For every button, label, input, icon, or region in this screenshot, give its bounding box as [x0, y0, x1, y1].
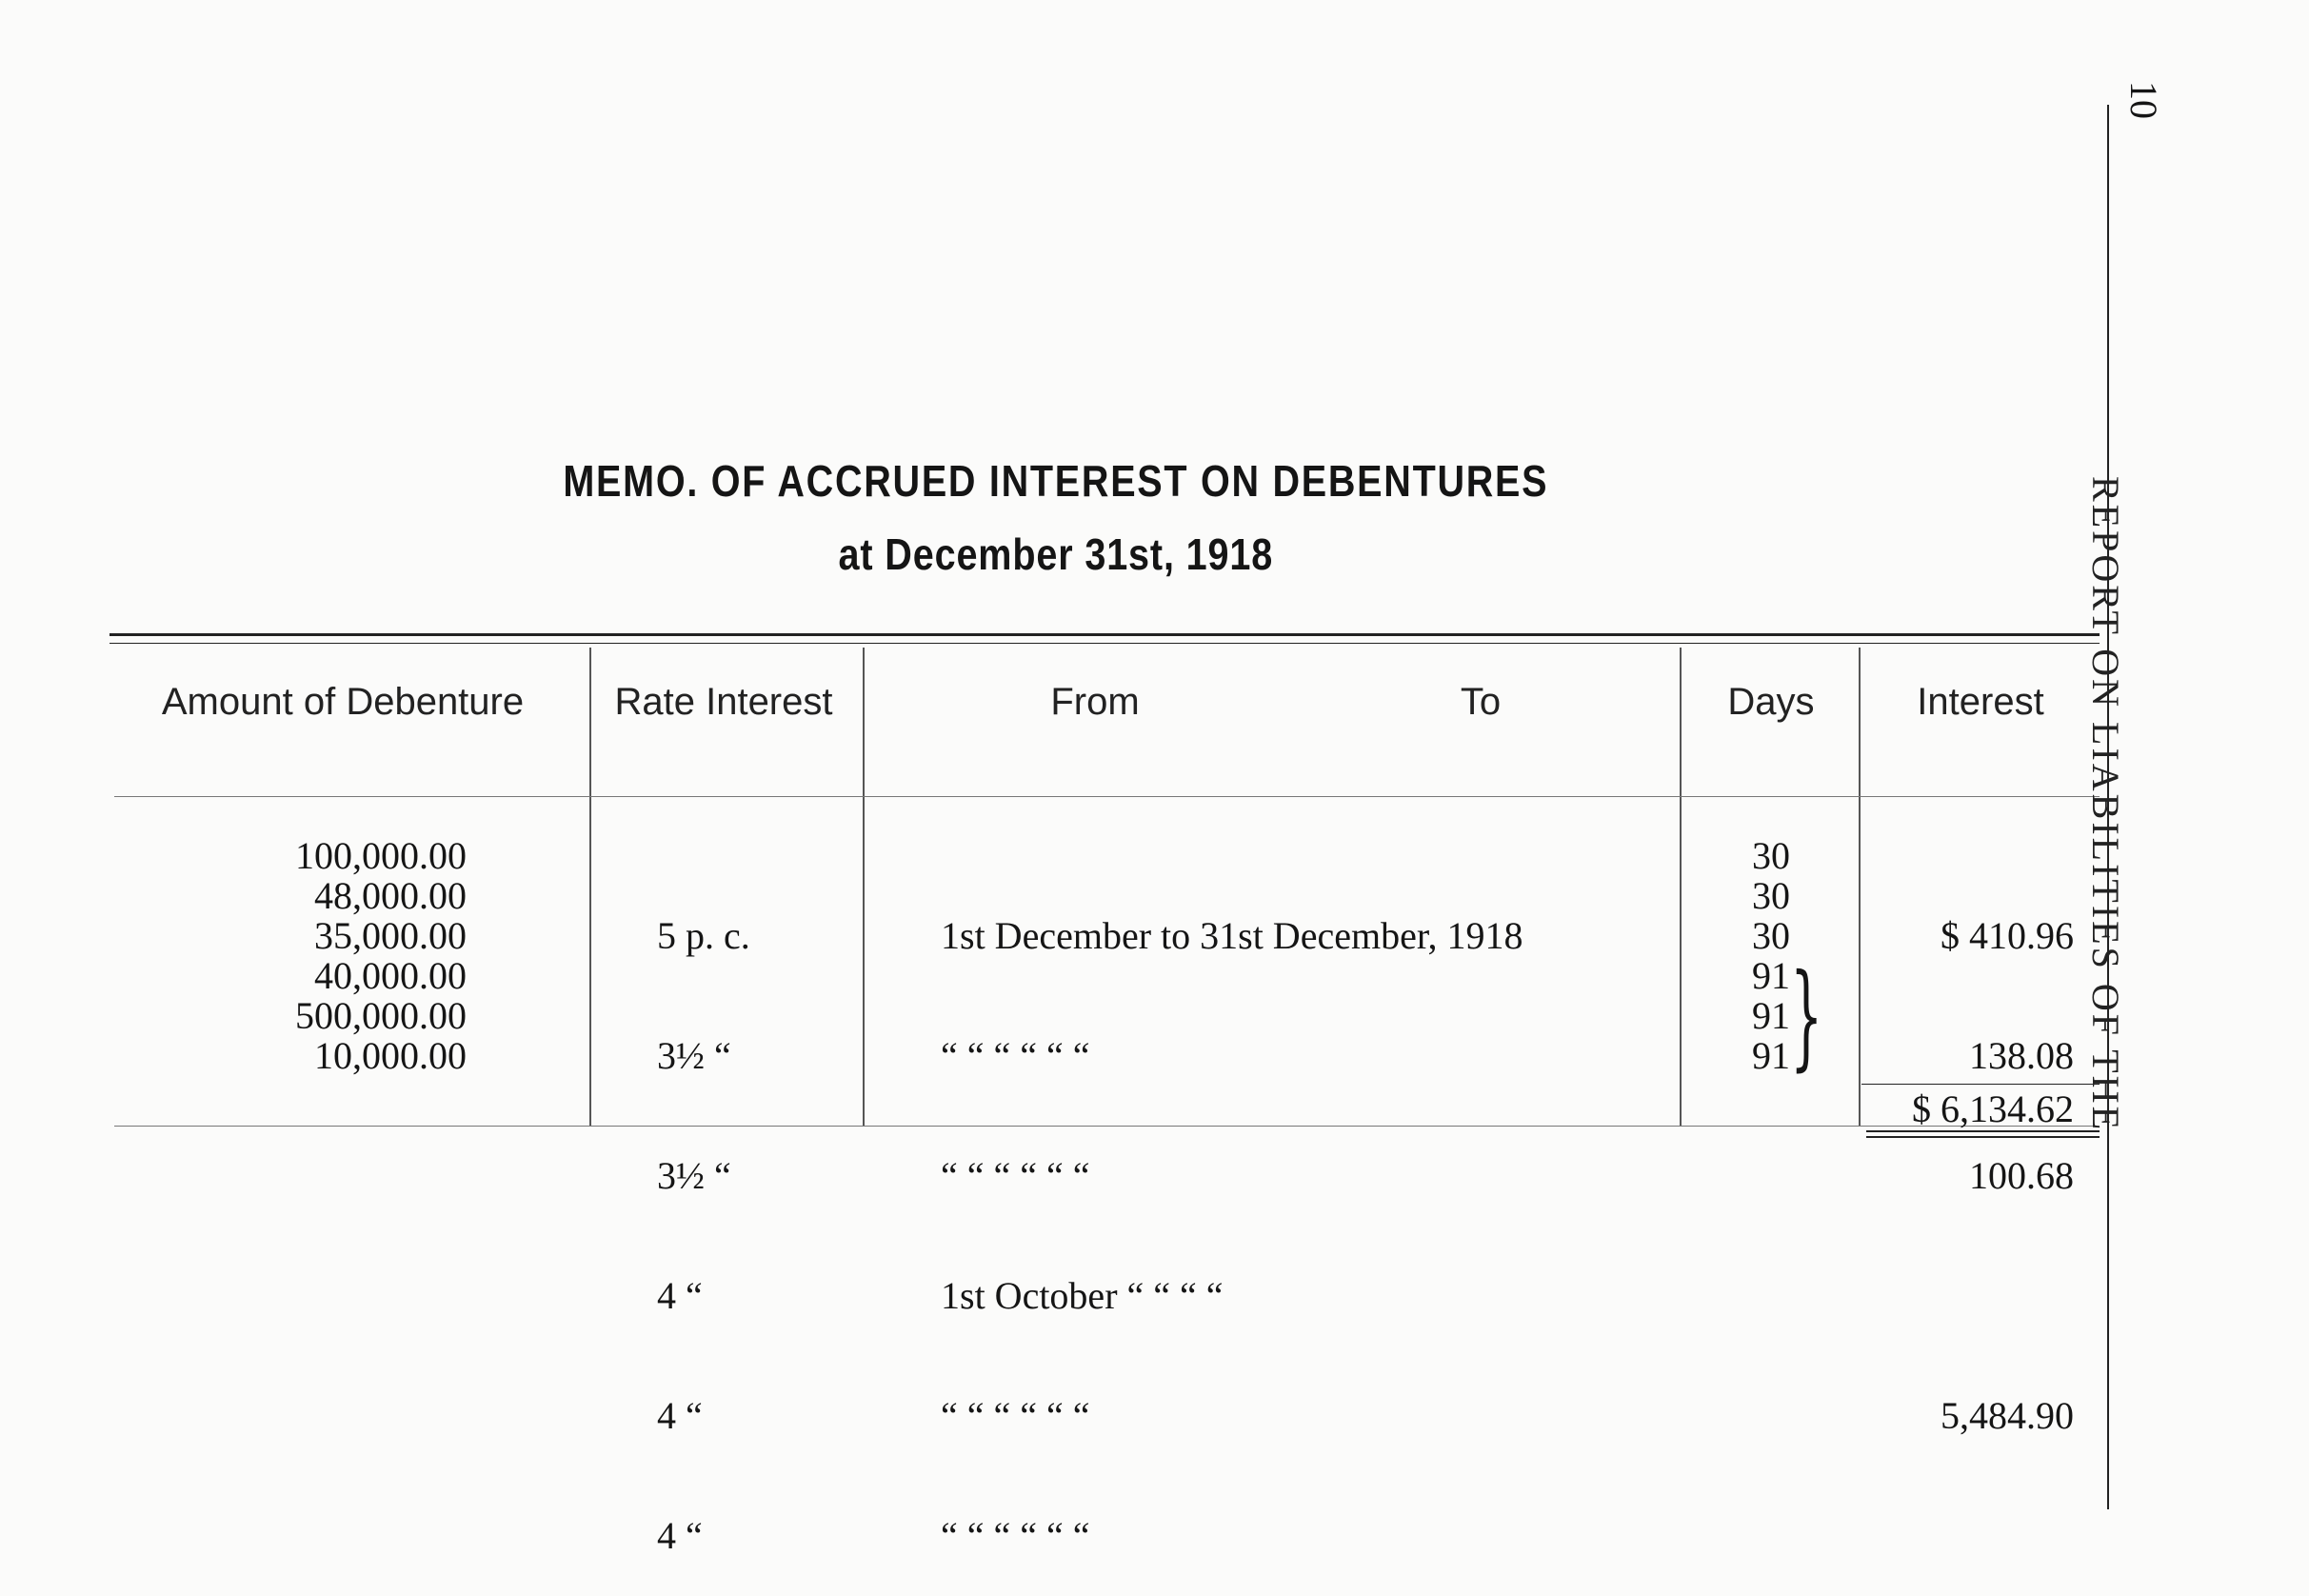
header-rate: Rate Interest	[614, 681, 833, 723]
page-number: 10	[2122, 81, 2165, 119]
table-row	[1893, 1516, 2074, 1556]
page-subtitle: at December 31st, 1918	[838, 529, 1274, 579]
table-row: 91	[1752, 994, 1790, 1037]
table-row: 100.68	[1969, 1154, 2074, 1197]
table-row: “ “ “ “ “ “	[941, 1514, 1090, 1557]
header-interest: Interest	[1917, 681, 2044, 723]
table-row: 3½ “	[657, 1154, 731, 1197]
table-row: 1st December to 31st December, 1918	[941, 914, 1523, 957]
total-double-rule-lower	[1866, 1136, 2100, 1138]
running-header: REPORT ON LIABILITIES OF THE	[2084, 476, 2127, 1132]
table-row: 4 “	[657, 1274, 703, 1317]
table-row: 10,000.00	[314, 1034, 467, 1077]
column-divider	[589, 648, 591, 1127]
interest-column	[1893, 836, 2074, 1596]
column-divider	[1859, 648, 1861, 1127]
table-row: 138.08	[1969, 1034, 2074, 1077]
table-row: 40,000.00	[314, 954, 467, 997]
table-row: 5 p. c.	[657, 914, 750, 957]
table-row: “ “ “ “ “ “	[941, 1394, 1090, 1437]
period-column	[941, 836, 1626, 1596]
table-row: 91	[1752, 1034, 1790, 1077]
subtotal-rule	[1861, 1084, 2100, 1085]
header-divider	[114, 796, 2100, 797]
table-row: $ 410.96	[1941, 914, 2074, 957]
table-row: 30	[1752, 914, 1790, 957]
header-from: From	[1050, 681, 1140, 723]
table-row: 91	[1752, 954, 1790, 997]
total-interest: $ 6,134.62	[1912, 1087, 2074, 1130]
table-row: “ “ “ “ “ “	[941, 1154, 1090, 1197]
table-row: “ “ “ “ “ “	[941, 1034, 1090, 1077]
table-row: 4 “	[657, 1394, 703, 1437]
total-double-rule	[1866, 1130, 2100, 1132]
table-row: 1st October “ “ “ “	[941, 1274, 1224, 1317]
table-row: 30	[1752, 874, 1790, 917]
header-days: Days	[1727, 681, 1815, 723]
header-amount: Amount of Debenture	[161, 681, 525, 723]
table-row: 100,000.00	[295, 834, 467, 877]
column-divider	[863, 648, 865, 1127]
table-row: 3½ “	[657, 1034, 731, 1077]
rate-column	[657, 836, 847, 1596]
brace-icon: }	[1790, 950, 1823, 1083]
page-title: MEMO. OF ACCRUED INTEREST ON DEBENTURES	[563, 456, 1549, 506]
header-to: To	[1460, 681, 1502, 723]
table-row: 500,000.00	[295, 994, 467, 1037]
top-rule-thin	[109, 643, 2100, 644]
amount-column	[229, 836, 467, 1076]
table-row	[1893, 1276, 2074, 1316]
table-row: 48,000.00	[314, 874, 467, 917]
table-row: 5,484.90	[1941, 1394, 2074, 1437]
table-row: 35,000.00	[314, 914, 467, 957]
top-rule	[109, 633, 2100, 636]
column-divider	[1680, 648, 1682, 1127]
table-row: 30	[1752, 834, 1790, 877]
table-row: 4 “	[657, 1514, 703, 1557]
